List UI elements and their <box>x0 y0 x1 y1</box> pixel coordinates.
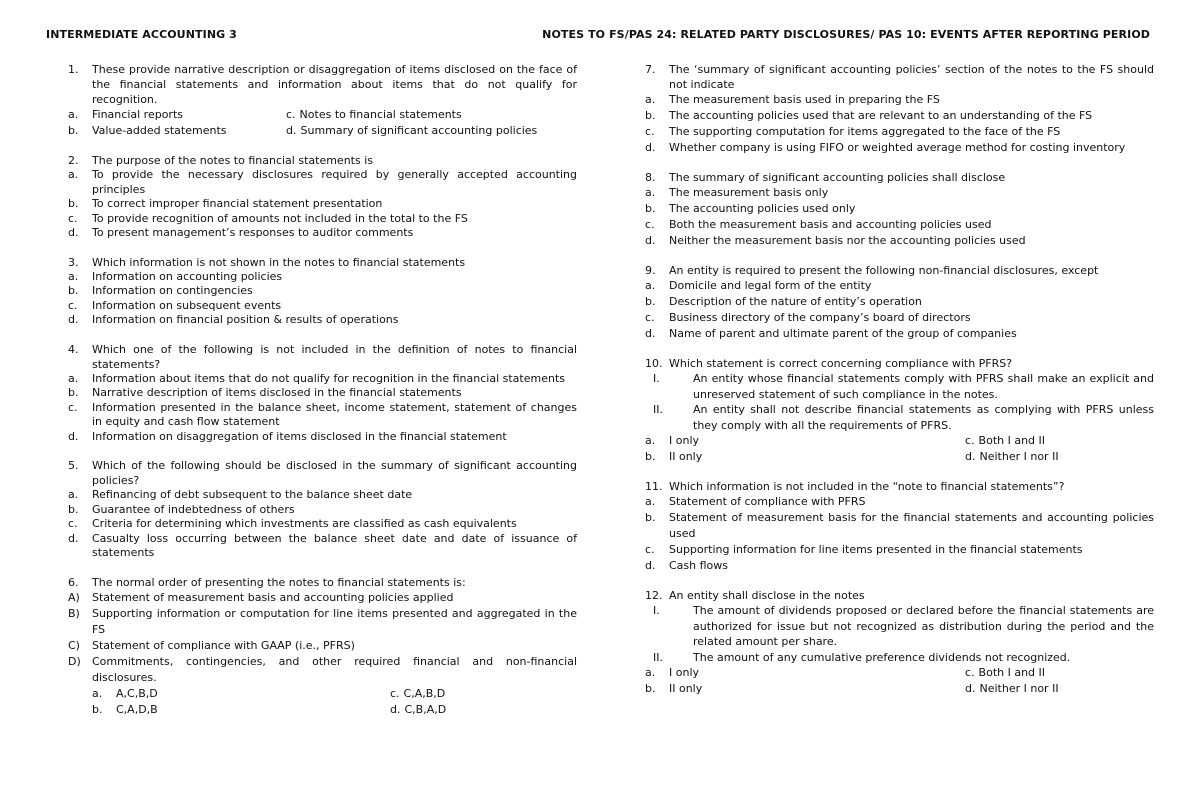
topic-title: NOTES TO FS/PAS 24: RELATED PARTY DISCLOSURES/ PAS 10: EVENTS AFTER REPORTING PERIOD <box>542 28 1150 41</box>
option-text: Cash flows <box>669 559 729 572</box>
option-c <box>645 217 1154 233</box>
question-6 <box>68 575 577 718</box>
question-number: 11. <box>645 480 663 493</box>
order-item-c <box>68 638 577 654</box>
question-text: Which of the following should be disclosed in the summary of significant accounting policies? <box>92 459 577 487</box>
question-4 <box>68 342 577 445</box>
option-a <box>645 92 1154 108</box>
option-text: Refinancing of debt subsequent to the balance sheet date <box>92 488 413 501</box>
option-letter: d. <box>68 429 79 443</box>
option-a <box>68 488 577 503</box>
option-letter: b. <box>645 202 656 215</box>
option-d <box>68 532 577 561</box>
option-text: Information on subsequent events <box>92 298 282 312</box>
option-text: II only <box>669 682 703 695</box>
question-9 <box>645 263 1154 342</box>
item-text: Statement of compliance with GAAP (i.e., PFRS) <box>92 638 355 652</box>
question-text: The summary of significant accounting policies shall disclose <box>669 171 1006 184</box>
option-b <box>645 510 1154 542</box>
option-d <box>645 233 1154 249</box>
question-number: 3. <box>68 255 79 269</box>
option-text: Summary of significant accounting policies <box>300 124 538 137</box>
option-letter: d. <box>645 234 656 247</box>
option-letter: c. <box>286 108 296 121</box>
item-letter: B) <box>68 606 80 620</box>
option-d <box>68 313 577 328</box>
option-letter: a. <box>645 434 656 447</box>
option-text: Neither I nor II <box>979 450 1059 463</box>
option-letter: a. <box>645 186 656 199</box>
question-number: 7. <box>645 63 656 76</box>
question-number: 5. <box>68 459 79 472</box>
option-a <box>645 433 965 449</box>
statement-i <box>645 603 1154 650</box>
option-d <box>390 702 577 718</box>
option-letter: b. <box>645 295 656 308</box>
option-letter: d. <box>68 226 79 239</box>
option-letter: d. <box>68 313 79 326</box>
item-letter: A) <box>68 590 80 604</box>
option-b <box>645 201 1154 217</box>
option-b <box>645 108 1154 124</box>
option-b <box>645 449 965 465</box>
option-d <box>645 140 1154 156</box>
option-letter: c. <box>645 311 655 324</box>
option-letter: b. <box>645 511 656 524</box>
option-letter: b. <box>645 682 656 695</box>
option-letter: c. <box>965 434 975 447</box>
option-text: I only <box>669 434 700 447</box>
statement-numeral: I. <box>653 604 660 617</box>
option-letter: a. <box>645 495 656 508</box>
option-text: Casualty loss occurring between the balance sheet date and date of issuance of statements <box>92 531 577 559</box>
option-letter: b. <box>645 109 656 122</box>
option-c <box>68 212 577 227</box>
statement-ii <box>645 650 1154 666</box>
option-a <box>645 185 1154 201</box>
option-letter: d. <box>68 531 79 545</box>
option-text: To provide recognition of amounts not included in the total to the FS <box>92 211 468 225</box>
question-text: Which information is not included in the “note to financial statements”? <box>669 480 1065 493</box>
option-letter: c. <box>965 666 975 679</box>
question-number: 10. <box>645 357 663 370</box>
statement-numeral: II. <box>653 650 663 664</box>
item-text: Supporting information or computation for line items presented and aggregated in the FS <box>92 606 577 636</box>
option-text: Statement of measurement basis for the financial statements and accounting policies used <box>669 511 1154 540</box>
option-text: C,A,D,B <box>116 702 158 716</box>
option-d <box>68 226 577 241</box>
option-text: I only <box>669 666 700 679</box>
option-c <box>68 299 577 314</box>
option-letter: d. <box>390 702 401 716</box>
option-letter: c. <box>645 543 655 556</box>
option-text: The supporting computation for items aggregated to the face of the FS <box>669 125 1061 138</box>
option-text: The measurement basis only <box>669 186 829 199</box>
option-d <box>965 681 1154 697</box>
option-letter: c. <box>645 218 655 231</box>
question-12 <box>645 588 1154 697</box>
question-number: 6. <box>68 575 79 589</box>
option-a <box>645 494 1154 510</box>
option-text: Financial reports <box>92 108 183 121</box>
course-title: INTERMEDIATE ACCOUNTING 3 <box>46 28 237 41</box>
option-text: Criteria for determining which investments are classified as cash equivalents <box>92 517 517 530</box>
option-b <box>68 197 577 212</box>
right-column <box>645 62 1154 711</box>
question-2 <box>68 153 577 241</box>
option-letter: b. <box>68 502 79 516</box>
question-number: 9. <box>645 264 656 277</box>
question-3 <box>68 255 577 328</box>
option-letter: a. <box>645 666 656 679</box>
option-text: C,A,B,D <box>403 686 446 700</box>
question-text: Which statement is correct concerning compliance with PFRS? <box>669 357 1013 370</box>
option-letter: a. <box>645 279 656 292</box>
option-text: Whether company is using FIFO or weighted average method for costing inventory <box>669 141 1126 154</box>
option-letter: a. <box>68 269 79 283</box>
question-number: 12. <box>645 589 663 602</box>
statement-text: The amount of any cumulative preference dividends not recognized. <box>693 650 1071 664</box>
option-letter: d. <box>645 141 656 154</box>
option-c <box>390 686 577 702</box>
option-letter: d. <box>645 559 656 572</box>
statement-numeral: I. <box>653 372 660 385</box>
option-c <box>645 124 1154 140</box>
option-letter: d. <box>965 682 976 695</box>
option-text: Name of parent and ultimate parent of the group of companies <box>669 327 1017 340</box>
question-5 <box>68 458 577 561</box>
option-text: Information about items that do not qualify for recognition in the financial statements <box>92 371 566 385</box>
option-text: The measurement basis used in preparing the FS <box>669 93 940 106</box>
option-letter: a. <box>92 686 103 700</box>
option-b <box>68 123 286 139</box>
option-letter: b. <box>92 702 103 716</box>
option-letter: b. <box>68 124 79 137</box>
item-text: Commitments, contingencies, and other required financial and non-financial disclosures. <box>92 654 577 684</box>
item-letter: D) <box>68 654 81 668</box>
option-d <box>286 123 577 139</box>
option-b <box>68 284 577 299</box>
option-text: Both I and II <box>978 434 1046 447</box>
option-a <box>68 107 286 123</box>
option-letter: b. <box>68 284 79 297</box>
option-c <box>965 665 1154 681</box>
option-b <box>92 702 390 718</box>
statement-numeral: II. <box>653 403 663 416</box>
option-c <box>68 517 577 532</box>
option-a <box>68 168 577 197</box>
option-letter: b. <box>68 386 79 399</box>
option-text: The accounting policies used only <box>669 202 856 215</box>
option-letter: a. <box>645 93 656 106</box>
question-1 <box>68 62 577 139</box>
option-d <box>965 449 1154 465</box>
option-d <box>645 326 1154 342</box>
question-11 <box>645 479 1154 574</box>
option-text: To provide the necessary disclosures required by generally accepted accounting principles <box>92 168 577 196</box>
option-b <box>68 386 577 401</box>
option-text: Information on financial position & results of operations <box>92 313 399 326</box>
option-d <box>68 430 577 445</box>
option-text: Both I and II <box>978 666 1046 679</box>
question-text: The purpose of the notes to financial statements is <box>92 154 373 167</box>
option-b <box>645 681 965 697</box>
order-item-a <box>68 590 577 606</box>
statement-text: An entity whose financial statements comply with PFRS shall make an explicit and unreserved statement of such compliance in the notes. <box>693 372 1154 401</box>
question-text: Which one of the following is not included in the definition of notes to financial statements? <box>92 342 577 371</box>
left-column <box>68 62 577 732</box>
question-text: An entity shall disclose in the notes <box>669 589 865 602</box>
question-text: An entity is required to present the following non-financial disclosures, except <box>669 264 1099 277</box>
statement-i <box>645 371 1154 402</box>
option-text: Neither the measurement basis nor the accounting policies used <box>669 234 1026 247</box>
statement-text: The amount of dividends proposed or declared before the financial statements are authorized for issue but not recognized as distribution during the period and the related amount per share. <box>693 604 1154 648</box>
item-text: Statement of measurement basis and accounting policies applied <box>92 590 454 604</box>
option-letter: d. <box>645 327 656 340</box>
question-number: 2. <box>68 154 79 167</box>
option-letter: c. <box>68 400 78 414</box>
order-item-d <box>68 654 577 686</box>
option-text: To present management’s responses to auditor comments <box>92 226 414 239</box>
option-text: Domicile and legal form of the entity <box>669 279 872 292</box>
option-text: Statement of compliance with PFRS <box>669 495 866 508</box>
question-8 <box>645 170 1154 249</box>
option-text: Narrative description of items disclosed in the financial statements <box>92 386 462 399</box>
option-c <box>68 401 577 430</box>
option-text: Notes to financial statements <box>299 108 462 121</box>
order-item-b <box>68 606 577 638</box>
option-text: Guarantee of indebtedness of others <box>92 502 295 516</box>
option-letter: a. <box>68 108 79 121</box>
question-number: 8. <box>645 171 656 184</box>
option-c <box>286 107 577 123</box>
option-text: Neither I nor II <box>979 682 1059 695</box>
option-text: Information presented in the balance sheet, income statement, statement of changes in equity and cash flow statement <box>92 400 577 428</box>
question-number: 4. <box>68 342 79 356</box>
option-c <box>965 433 1154 449</box>
option-d <box>645 558 1154 574</box>
option-letter: a. <box>68 168 79 181</box>
option-letter: c. <box>68 211 78 225</box>
option-letter: b. <box>645 450 656 463</box>
option-text: Both the measurement basis and accounting policies used <box>669 218 992 231</box>
option-letter: d. <box>965 450 976 463</box>
question-text: Which information is not shown in the notes to financial statements <box>92 255 466 269</box>
question-number: 1. <box>68 63 79 76</box>
option-letter: c. <box>390 686 400 700</box>
question-10 <box>645 356 1154 465</box>
option-text: Business directory of the company’s board of directors <box>669 311 971 324</box>
option-text: Information on disaggregation of items disclosed in the financial statement <box>92 429 507 443</box>
question-text: The normal order of presenting the notes to financial statements is: <box>92 575 466 589</box>
option-a <box>68 372 577 387</box>
option-a <box>92 686 390 702</box>
question-7 <box>645 62 1154 156</box>
option-letter: a. <box>68 371 79 385</box>
option-text: A,C,B,D <box>116 686 158 700</box>
option-text: Value-added statements <box>92 124 227 137</box>
option-text: II only <box>669 450 703 463</box>
option-letter: b. <box>68 197 79 210</box>
option-c <box>645 542 1154 558</box>
statement-ii <box>645 402 1154 433</box>
question-text: The ‘summary of significant accounting policies’ section of the notes to the FS should not indicate <box>669 63 1154 91</box>
option-text: Supporting information for line items presented in the financial statements <box>669 543 1083 556</box>
option-a <box>645 278 1154 294</box>
option-c <box>645 310 1154 326</box>
option-b <box>68 503 577 518</box>
statement-text: An entity shall not describe financial statements as complying with PFRS unless they comply with all the requirements of PFRS. <box>693 403 1154 432</box>
option-text: To correct improper financial statement presentation <box>92 197 383 210</box>
option-text: Information on contingencies <box>92 284 253 297</box>
option-a <box>645 665 965 681</box>
item-letter: C) <box>68 638 80 652</box>
option-text: Information on accounting policies <box>92 269 283 283</box>
option-letter: c. <box>645 125 655 138</box>
option-text: C,B,A,D <box>404 702 447 716</box>
option-text: Description of the nature of entity’s operation <box>669 295 922 308</box>
option-letter: c. <box>68 298 78 312</box>
question-text: These provide narrative description or disaggregation of items disclosed on the face of the financial statements and information about items that do not qualify for recognition. <box>92 63 577 106</box>
option-letter: c. <box>68 517 78 530</box>
option-letter: a. <box>68 488 79 501</box>
option-b <box>645 294 1154 310</box>
option-a <box>68 270 577 285</box>
option-text: The accounting policies used that are relevant to an understanding of the FS <box>669 109 1093 122</box>
option-letter: d. <box>286 124 297 137</box>
